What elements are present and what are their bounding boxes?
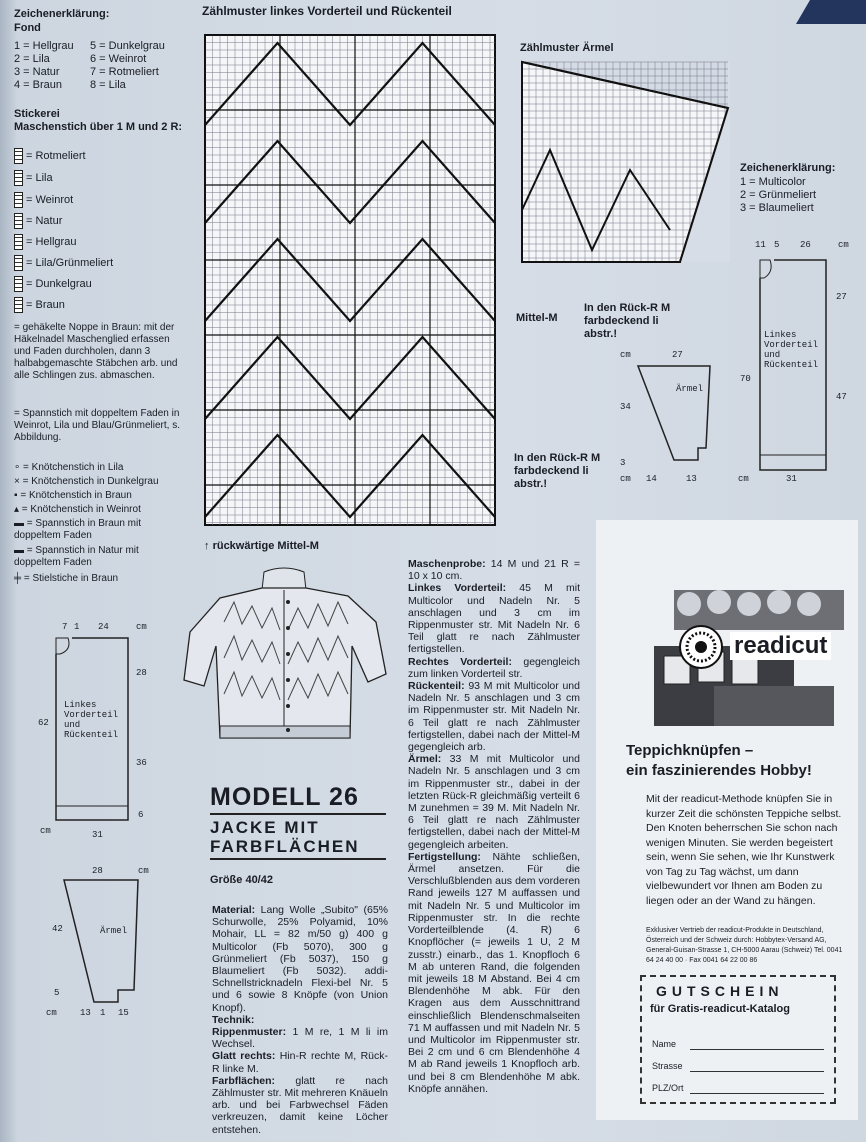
color-3: 3 = Natur (14, 66, 60, 78)
dim-24: 24 (98, 622, 109, 632)
coupon-subtitle: für Gratis-readicut-Katalog (650, 1003, 790, 1015)
instructions-col-2: Maschenprobe: 14 M und 21 R = 10 x 10 cm. Linkes Vorderteil: 45 M mit Multicolor und Nadeln Nr. 5 anschlagen und 3 cm im Rippenmuster str. Mit Nadeln Nr. 6 Teil glatt re nach Zählmuster fertigstellen. Rechtes Vorderteil: gegengleich zum linken Vorderteil str. Rückenteil: 93 M mit Multicolor und Nadeln Nr. 5 anschlagen und 3 cm im Rippenmuster str. Mit Nadeln Nr. 6 Teil glatt re nach Zählmuster fertigstellen, dabei nach der Mittel-M gegengleich arb. Ärmel: 33 M mit Multicolor und Nadeln Nr. 5 anschlagen und 3 cm im Rippenmuster str., dabei in der letzten Rück-R gleichmäßig verteilt 6 M zunehmen = 39 M. Mit Nadeln Nr. 6 Teil glatt re nach Zählmuster fertigstellen, dabei nach der Mittel-M gegengleich arbeiten. Fertigstellung: Nähte schließen, Ärmel ansetzen. Für die Verschlußblenden aus dem vorderen Rand jeweils 127 M auffassen und mit Nadeln Nr. 5 und Multicolor im Rippenmuster str. In die rechte Vorderteilblende (4. R) 6 Knopflöcher (= jeweils 1 U, 2 M zusstr.) einarb., das 1. Knopfloch 6 M ab unteren Rand, die folgenden mit jeweils 18 M Abstand. Bei 4 cm Blendenhöhe M abk. Für den Kragen aus dem Ausschnittrand einschließlich Blendenschmalseiten 71 M auffassen und mit Nadeln Nr. 5 und Multicolor im Rippenmuster str. Bei 2 cm und 6 cm Blendenhöhe 4 M ab Rand jeweils 1 Knopfloch arb. und bei 8 cm Blendenhöhe M abk. Knöpfe annähen. (408, 558, 581, 1095)
sleeve-chart-grid (520, 60, 730, 290)
extra-2: × = Knötchenstich in Dunkelgrau (14, 476, 159, 487)
ad-headline-1: Teppichknüpfen – (626, 742, 754, 759)
stitch-symbol-icon (14, 234, 23, 250)
color-1: 1 = Hellgrau (14, 40, 74, 52)
jacket-illustration (180, 562, 395, 762)
instructions-col-1: Material: Lang Wolle „Subito" (65% Schurwolle, 25% Polyamid, 10% Mohair, LL = 82 m/50 g) 400 g Multicolor (Fb 5070), 300 g Grünmeliert (Fb 5037), 150 g Blaumeliert (Fb 5032). addi-Schnellstricknadeln Flexi-bel Nr. 5 und 6 sowie 8 Knöpfe (von Union Knopf). Technik: Rippenmuster: 1 M re, 1 M li im Wechsel. Glatt rechts: Hin-R rechte M, Rück-R linke M. Farbflächen: glatt re nach Zählmuster str. Mit mehreren Knäueln arb. und bei Farbwechsel Fäden verkreuzen, damit keine Löcher entstehen. (212, 904, 388, 1136)
cm-label: cm (738, 474, 749, 484)
stitch-symbol-icon (14, 170, 23, 186)
color-2: 2 = Lila (14, 53, 50, 65)
dim-3: 3 (620, 458, 626, 468)
coupon-street-field[interactable] (690, 1071, 824, 1072)
color-4: 4 = Braun (14, 79, 63, 91)
legend-fond: Fond (14, 22, 41, 34)
dim-27: 27 (836, 292, 847, 302)
spann-text: = Spannstich mit doppeltem Faden in Weinrot, Lila und Blau/Grünmeliert, s. Abbildung. (14, 408, 181, 443)
coupon-name-label: Name (652, 1039, 677, 1049)
stickerei-title: Stickerei (14, 108, 60, 120)
sleeve-label-left: Ärmel (100, 926, 128, 936)
dim-7: 7 (62, 622, 68, 632)
stitch-row: = Hellgrau (14, 234, 76, 250)
color-5: 5 = Dunkelgrau (90, 40, 165, 52)
noppe-text: = gehäkelte Noppe in Braun: mit der Häkelnadel Maschenglied erfassen und Faden durchholen, dann 3 halbabgemaschte Stäbchen arb. und alle Schlingen zus. abmaschen. (14, 322, 178, 381)
sleeve-chart-title: Zählmuster Ärmel (520, 42, 614, 54)
dim-34: 34 (620, 402, 631, 412)
dim-6: 6 (138, 810, 144, 820)
color-7: 7 = Rotmeliert (90, 66, 159, 78)
dim-31: 31 (92, 830, 103, 840)
dim-28: 28 (136, 668, 147, 678)
extra-4: ▴ = Knötchenstich in Weinrot (14, 504, 141, 515)
stitch-row: = Dunkelgrau (14, 276, 92, 292)
readicut-brand: readicut (730, 632, 831, 660)
stitch-symbol-icon (14, 297, 23, 313)
dim-42: 42 (52, 924, 63, 934)
sleeve-note-2: In den Rück-R M farbdeckend li abstr.! (514, 452, 601, 490)
model-size: Größe 40/42 (210, 874, 273, 886)
cm-label: cm (40, 826, 51, 836)
dim-47: 47 (836, 392, 847, 402)
dim-14: 14 (646, 474, 657, 484)
legend-title: Zeichenerklärung: (14, 8, 110, 20)
coupon-city-field[interactable] (690, 1093, 824, 1094)
mittel-label: Mittel-M (516, 312, 558, 324)
dim-5: 5 (774, 240, 780, 250)
dim-36: 36 (136, 758, 147, 768)
stitch-row: = Lila/Grünmeliert (14, 255, 113, 271)
ad-body: Mit der readicut-Methode knüpfen Sie in kurzer Zeit die schönsten Teppiche selbst. Den Knoten beherrschen Sie schon nach wenigen Minuten. Sie werden begeistert sein, wenn Sie sehen, wie Ihr Kunstwerk von Tag zu Tag wächst, um dann vielbewundert vor Ihnen am Boden zu liegen oder an der Wand zu hängen. (646, 793, 842, 907)
sleeve-schematic-left (60, 872, 160, 1012)
legend-right-1: 1 = Multicolor (740, 176, 806, 188)
dim-70: 70 (740, 374, 751, 384)
dim-15: 15 (118, 1008, 129, 1018)
dim-1: 1 (100, 1008, 106, 1018)
color-6: 6 = Weinrot (90, 53, 147, 65)
dim-1: 1 (74, 622, 80, 632)
dim-13: 13 (80, 1008, 91, 1018)
main-chart-footer: ↑ rückwärtige Mittel-M (204, 540, 319, 552)
dim-5: 5 (54, 988, 60, 998)
ad-small-print: Exklusiver Vertrieb der readicut-Produkte in Deutschland, Österreich und der Schweiz durch: Hobbytex-Versand AG, General-Guisan-Strasse 1, CH-5000 Aarau (Schweiz) Tel. 0041 64 24 40 00 · Fax 0041 64 22 00 86 (646, 927, 843, 964)
stickerei-subtitle: Maschenstich über 1 M und 2 R: (14, 121, 183, 133)
stitch-row: = Weinrot (14, 192, 73, 208)
sleeve-note-1: In den Rück-R M farbdeckend li abstr.! (584, 302, 671, 340)
model-name-1: JACKE MIT (210, 818, 320, 837)
title-rule (210, 858, 386, 860)
stitch-row: = Braun (14, 297, 65, 313)
extra-7: ╪ = Stielstiche in Braun (14, 573, 119, 584)
stitch-row: = Rotmeliert (14, 148, 86, 164)
model-name-2: FARBFLÄCHEN (210, 837, 360, 856)
color-8: 8 = Lila (90, 79, 126, 91)
legend-right-title: Zeichenerklärung: (740, 162, 836, 174)
coupon-name-field[interactable] (690, 1049, 824, 1050)
cm-label: cm (838, 240, 849, 250)
main-chart-grid (200, 30, 500, 530)
stitch-symbol-icon (14, 213, 23, 229)
front-label-right: Linkes Vorderteil und Rückenteil (764, 330, 819, 370)
extra-5: ▬ = Spannstich in Braun mit doppeltem Faden (14, 518, 142, 541)
dim-13: 13 (686, 474, 697, 484)
legend-right-2: 2 = Grünmeliert (740, 189, 817, 201)
front-label-left: Linkes Vorderteil und Rückenteil (64, 700, 119, 740)
coupon-title: GUTSCHEIN (656, 983, 784, 999)
coupon[interactable] (640, 975, 836, 1104)
model-title: MODELL 26 (210, 783, 359, 811)
dim-26: 26 (800, 240, 811, 250)
dim-31: 31 (786, 474, 797, 484)
sleeve-schematic-right (634, 360, 724, 470)
dim-28: 28 (92, 866, 103, 876)
main-chart-title: Zählmuster linkes Vorderteil und Rückenteil (202, 4, 452, 18)
cm-label: cm (620, 350, 631, 360)
ad-headline-2: ein faszinierendes Hobby! (626, 762, 812, 779)
cm-label: cm (620, 474, 631, 484)
cm-label: cm (46, 1008, 57, 1018)
stitch-symbol-icon (14, 276, 23, 292)
cm-label: cm (138, 866, 149, 876)
sleeve-label-right: Ärmel (676, 384, 704, 394)
stitch-row: = Lila (14, 170, 53, 186)
stitch-symbol-icon (14, 192, 23, 208)
stitch-row: = Natur (14, 213, 62, 229)
legend-right-3: 3 = Blaumeliert (740, 202, 814, 214)
dim-11: 11 (755, 240, 766, 250)
corner-tab (796, 0, 866, 24)
extra-1: ∘ = Knötchenstich in Lila (14, 462, 124, 473)
dim-27: 27 (672, 350, 683, 360)
readicut-logo-icon (678, 624, 724, 670)
coupon-city-label: PLZ/Ort (652, 1083, 684, 1093)
stitch-symbol-icon (14, 148, 23, 164)
dim-62: 62 (38, 718, 49, 728)
extra-3: ▪ = Knötchenstich in Braun (14, 490, 132, 501)
extra-6: ▬ = Spannstich in Natur mit doppeltem Faden (14, 545, 139, 568)
stitch-symbol-icon (14, 255, 23, 271)
cm-label: cm (136, 622, 147, 632)
coupon-street-label: Strasse (652, 1061, 683, 1071)
title-rule (210, 813, 386, 815)
